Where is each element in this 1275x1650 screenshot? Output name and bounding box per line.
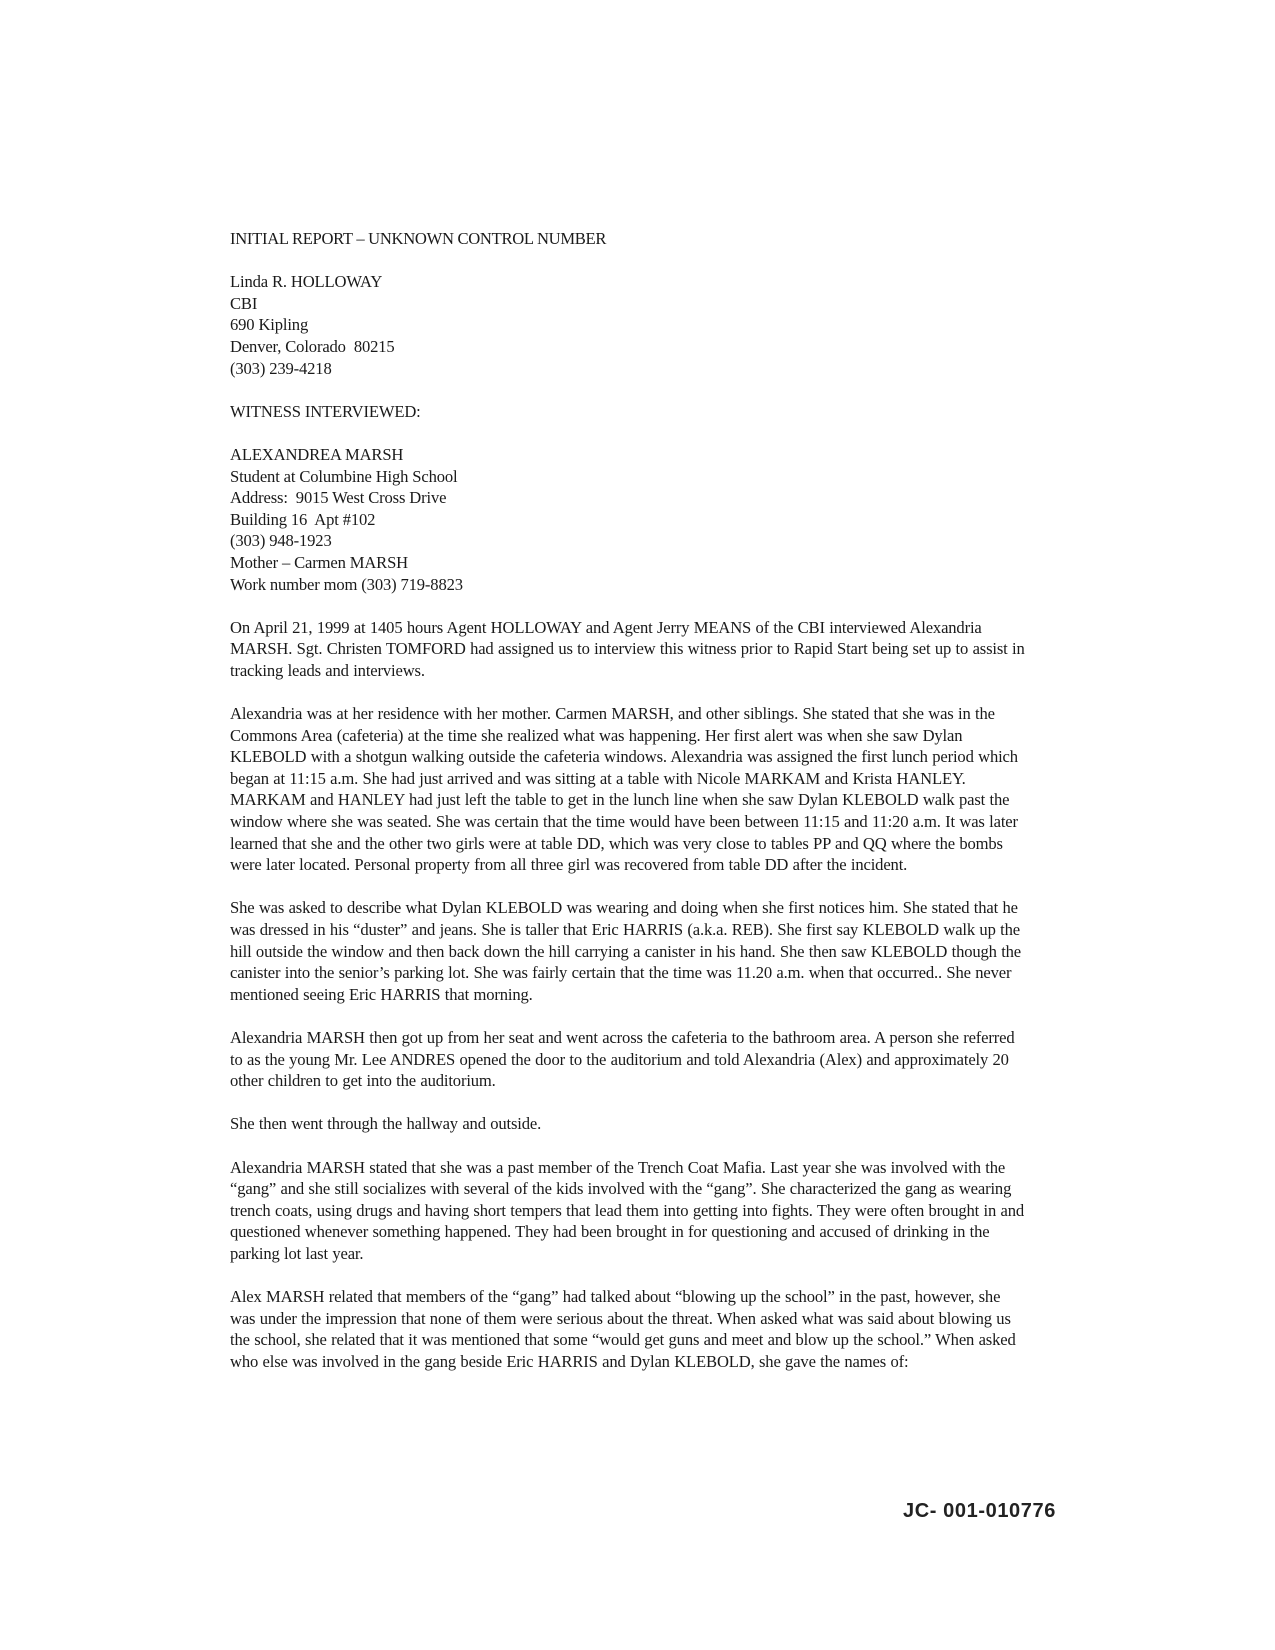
paragraph-cafeteria-account: Alexandria was at her residence with her mother. Carmen MARSH, and other siblings. She stated that she was in the Commons Area (cafeteria) at the time she realized what was happening. Her first alert was when she saw Dylan KLEBOLD with a shotgun walking outside the cafeteria windows. Alexandria was assigned the first lunch period which began at 11:15 a.m. She had just arrived and was sitting at a table with Nicole MARKAM and Krista HANLEY. MARKAM and HANLEY had just left the table to get in the lunch line when she saw Dylan KLEBOLD walk past the window where she was seated. She was certain that the time would have been between 11:15 and 11:20 a.m. It was later learned that she and the other two girls were at table DD, which was very close to tables PP and QQ where the bombs were later located. Personal property from all three girl was recovered from table DD after the incident. — [230, 704, 1018, 875]
paragraph-hallway: She then went through the hallway and outside. — [230, 1114, 542, 1134]
report-title-text: INITIAL REPORT – UNKNOWN CONTROL NUMBER — [230, 229, 607, 248]
author-agency: CBI — [230, 293, 258, 313]
paragraph-klebold-description: She was asked to describe what Dylan KLEBOLD was wearing and doing when she first notices him. She stated that he was dressed in his “duster” and jeans. She is taller that Eric HARRIS (a.k.a. REB). She first say KLEBOLD walk up the hill outside the window and then back down the hill carrying a canister in his hand. She then saw KLEBOLD though the canister into the senior’s parking lot. She was fairly certain that the time was 11.20 a.m. when that occurred.. She never mentioned seeing Eric HARRIS that morning. — [230, 898, 1022, 1004]
paragraph-gang-threats: Alex MARSH related that members of the “gang” had talked about “blowing up the school” in the past, however, she was under the impression that none of them were serious about the threat. When asked what was said about blowing us the school, she related that it was mentioned that some “would get guns and meet and blow up the school.” When asked who else was involved in the gang beside Eric HARRIS and Dylan KLEBOLD, she gave the names of: — [230, 1287, 1016, 1371]
witness-phone: (303) 948-1923 — [230, 531, 332, 551]
author-block — [230, 271, 1030, 379]
author-city: Denver, Colorado 80215 — [230, 336, 395, 356]
author-phone: (303) 239-4218 — [230, 358, 332, 378]
witness-heading — [230, 401, 1030, 423]
witness-role: Student at Columbine High School — [230, 466, 458, 486]
witness-mother: Mother – Carmen MARSH — [230, 552, 408, 572]
author-street: 690 Kipling — [230, 315, 309, 335]
witness-unit: Building 16 Apt #102 — [230, 509, 376, 529]
paragraph-auditorium: Alexandria MARSH then got up from her seat and went across the cafeteria to the bathroom area. A person she referred to as the young Mr. Lee ANDRES opened the door to the auditorium and told Alexandria (Alex) and approximately 20 other children to get into the auditorium. — [230, 1027, 1015, 1091]
witness-mother-work: Work number mom (303) 719-8823 — [230, 574, 463, 594]
report-title — [230, 228, 1030, 250]
witness-address: Address: 9015 West Cross Drive — [230, 488, 447, 508]
bates-number: JC- 001-010776 — [903, 1500, 1056, 1522]
author-name: Linda R. HOLLOWAY — [230, 272, 383, 292]
paragraph-trench-coat-mafia: Alexandria MARSH stated that she was a past member of the Trench Coat Mafia. Last year she was involved with the “gang” and she still socializes with several of the kids involved with the “gang”. She characterized the gang as wearing trench coats, using drugs and having short tempers that lead them into getting into fights. They were often brought in and questioned whenever something happened. They had been brought in for questioning and accused of drinking in the parking lot last year. — [230, 1157, 1025, 1263]
document-page — [230, 228, 1030, 1394]
witness-heading-text: WITNESS INTERVIEWED: — [230, 401, 421, 421]
paragraph-interview-intro: On April 21, 1999 at 1405 hours Agent HOLLOWAY and Agent Jerry MEANS of the CBI interviewed Alexandria MARSH. Sgt. Christen TOMFORD had assigned us to interview this witness prior to Rapid Start being set up to assist in tracking leads and interviews. — [230, 617, 1025, 680]
witness-block — [230, 444, 1030, 595]
witness-name: ALEXANDREA MARSH — [230, 444, 404, 464]
